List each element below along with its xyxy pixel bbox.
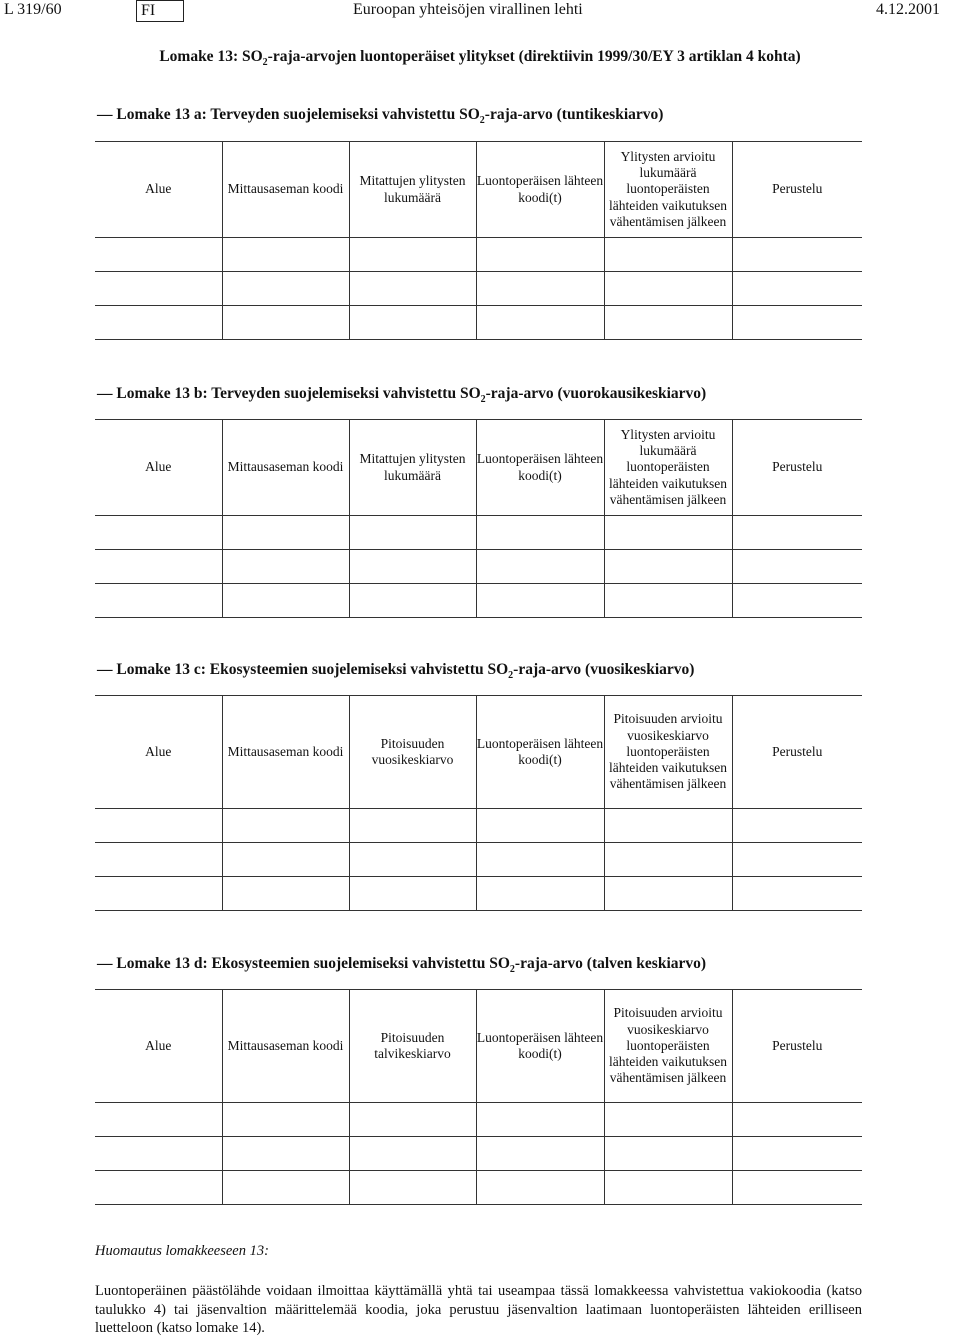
empty-cell[interactable] — [222, 1137, 349, 1171]
empty-cell[interactable] — [476, 843, 604, 877]
empty-cell[interactable] — [349, 238, 476, 272]
empty-cell[interactable] — [604, 306, 732, 340]
empty-cell[interactable] — [604, 238, 732, 272]
empty-cell[interactable] — [604, 877, 732, 911]
empty-cell[interactable] — [604, 584, 732, 618]
empty-cell[interactable] — [476, 550, 604, 584]
table-row — [95, 1171, 862, 1205]
table-row — [95, 272, 862, 306]
publication-date: 4.12.2001 — [876, 1, 940, 18]
empty-cell[interactable] — [222, 843, 349, 877]
empty-cell[interactable] — [476, 877, 604, 911]
table-row — [95, 238, 862, 272]
col-header: Mitattujen ylitysten lukumäärä — [349, 420, 476, 516]
empty-cell[interactable] — [349, 584, 476, 618]
language-code: FI — [136, 0, 184, 22]
note-heading: Huomautus lomakkeeseen 13: — [95, 1243, 269, 1259]
empty-cell[interactable] — [604, 1171, 732, 1205]
empty-cell[interactable] — [476, 809, 604, 843]
empty-cell[interactable] — [476, 238, 604, 272]
col-header: Perustelu — [732, 142, 862, 238]
empty-cell[interactable] — [222, 306, 349, 340]
empty-cell[interactable] — [222, 1103, 349, 1137]
col-header: Alue — [95, 696, 222, 809]
col-header: Mittausaseman koodi — [222, 696, 349, 809]
form-13c-table — [95, 695, 862, 911]
table-header-row — [95, 990, 862, 1103]
empty-cell[interactable] — [222, 809, 349, 843]
form-13d-title: — Lomake 13 d: Ekosysteemien suojelemiseksi vahvistettu $SO_2-raja$-arvo (talven keskiarvo) — [97, 955, 707, 976]
table-row — [95, 877, 862, 911]
form-13d-table — [95, 989, 862, 1205]
empty-cell[interactable] — [95, 238, 222, 272]
col-header: Pitoisuuden arvioitu vuosikeskiarvo luontoperäisten lähteiden vaikutuksen vähentämisen jälkeen — [604, 990, 732, 1103]
table-row — [95, 809, 862, 843]
empty-cell[interactable] — [95, 584, 222, 618]
col-header: Perustelu — [732, 696, 862, 809]
empty-cell[interactable] — [222, 877, 349, 911]
empty-cell[interactable] — [222, 1171, 349, 1205]
table-row — [95, 1103, 862, 1137]
empty-cell[interactable] — [732, 843, 862, 877]
empty-cell[interactable] — [476, 516, 604, 550]
empty-cell[interactable] — [349, 1171, 476, 1205]
col-header: Luontoperäisen lähteen koodi(t) — [476, 696, 604, 809]
empty-cell[interactable] — [349, 843, 476, 877]
empty-cell[interactable] — [604, 809, 732, 843]
col-header: Alue — [95, 142, 222, 238]
table-header-row — [95, 142, 862, 238]
col-header: Luontoperäisen lähteen koodi(t) — [476, 420, 604, 516]
col-header: Ylitysten arvioitu lukumäärä luontoperäisten lähteiden vaikutuksen vähentämisen jälkeen — [604, 420, 732, 516]
empty-cell[interactable] — [95, 843, 222, 877]
empty-cell[interactable] — [222, 516, 349, 550]
empty-cell[interactable] — [476, 1171, 604, 1205]
empty-cell[interactable] — [732, 584, 862, 618]
empty-cell[interactable] — [476, 306, 604, 340]
empty-cell[interactable] — [732, 1171, 862, 1205]
empty-cell[interactable] — [732, 272, 862, 306]
empty-cell[interactable] — [95, 877, 222, 911]
empty-cell[interactable] — [349, 306, 476, 340]
empty-cell[interactable] — [95, 1137, 222, 1171]
col-header: Alue — [95, 420, 222, 516]
table-row — [95, 550, 862, 584]
empty-cell[interactable] — [349, 809, 476, 843]
empty-cell[interactable] — [604, 1137, 732, 1171]
empty-cell[interactable] — [604, 1103, 732, 1137]
table-row — [95, 843, 862, 877]
empty-cell[interactable] — [732, 1137, 862, 1171]
empty-cell[interactable] — [222, 550, 349, 584]
main-title: Lomake 13: $SO_2-raja$-arvojen luontoperäiset ylitykset (direktiivin 1999/30/EY 3 artiklan 4 kohta) — [159, 48, 801, 69]
col-header: Perustelu — [732, 420, 862, 516]
col-header: Mittausaseman koodi — [222, 990, 349, 1103]
empty-cell[interactable] — [604, 843, 732, 877]
col-header: Pitoisuuden vuosikeskiarvo — [349, 696, 476, 809]
empty-cell[interactable] — [476, 1103, 604, 1137]
note-text: Luontoperäinen päästölähde voidaan ilmoittaa käyttämällä yhtä tai useampaa tässä lomakkeessa vahvistettua vakiokoodia (katso taulukko 4) tai jäsenvaltion määrittelemää koodia, joka perustuu jäsenvaltion laatimaan luontoperäisten lähteiden erilliseen luetteloon (katso lomake 14). — [95, 1283, 862, 1336]
col-header: Ylitysten arvioitu lukumäärä luontoperäisten lähteiden vaikutuksen vähentämisen jälkeen — [604, 142, 732, 238]
empty-cell[interactable] — [349, 877, 476, 911]
empty-cell[interactable] — [95, 1171, 222, 1205]
table-header-row — [95, 696, 862, 809]
form-13c-title: — Lomake 13 c: Ekosysteemien suojelemiseksi vahvistettu $SO_2-raja$-arvo (vuosikeskiarvo) — [97, 661, 695, 682]
empty-cell[interactable] — [732, 1103, 862, 1137]
col-header: Pitoisuuden talvikeskiarvo — [349, 990, 476, 1103]
table-header-row — [95, 420, 862, 516]
empty-cell[interactable] — [732, 516, 862, 550]
col-header: Mittausaseman koodi — [222, 142, 349, 238]
empty-cell[interactable] — [222, 238, 349, 272]
page-header — [0, 0, 960, 22]
empty-cell[interactable] — [95, 809, 222, 843]
empty-cell[interactable] — [732, 306, 862, 340]
col-header: Mittausaseman koodi — [222, 420, 349, 516]
empty-cell[interactable] — [349, 1137, 476, 1171]
empty-cell[interactable] — [222, 272, 349, 306]
empty-cell[interactable] — [604, 272, 732, 306]
form-13b-table — [95, 419, 862, 618]
empty-cell[interactable] — [95, 306, 222, 340]
empty-cell[interactable] — [476, 1137, 604, 1171]
page-number: L 319/60 — [4, 1, 62, 18]
empty-cell[interactable] — [222, 584, 349, 618]
empty-cell[interactable] — [476, 584, 604, 618]
col-header: Perustelu — [732, 990, 862, 1103]
table-row — [95, 516, 862, 550]
col-header: Alue — [95, 990, 222, 1103]
empty-cell[interactable] — [732, 809, 862, 843]
col-header: Luontoperäisen lähteen koodi(t) — [476, 990, 604, 1103]
empty-cell[interactable] — [95, 272, 222, 306]
empty-cell[interactable] — [476, 272, 604, 306]
form-13a-title: — Lomake 13 a: Terveyden suojelemiseksi vahvistettu $SO_2-raja$-arvo (tuntikeskiarvo) — [97, 106, 664, 127]
empty-cell[interactable] — [732, 550, 862, 584]
form-13a-table — [95, 141, 862, 340]
empty-cell[interactable] — [349, 272, 476, 306]
form-13b-title: — Lomake 13 b: Terveyden suojelemiseksi vahvistettu $SO_2-raja$-arvo (vuorokausikeskiarvo) — [97, 385, 707, 406]
table-row — [95, 306, 862, 340]
table-row — [95, 584, 862, 618]
empty-cell[interactable] — [732, 238, 862, 272]
col-header: Pitoisuuden arvioitu vuosikeskiarvo luontoperäisten lähteiden vaikutuksen vähentämisen jälkeen — [604, 696, 732, 809]
empty-cell[interactable] — [95, 516, 222, 550]
empty-cell[interactable] — [95, 1103, 222, 1137]
table-row — [95, 1137, 862, 1171]
col-header: Mitattujen ylitysten lukumäärä — [349, 142, 476, 238]
empty-cell[interactable] — [732, 877, 862, 911]
empty-cell[interactable] — [604, 516, 732, 550]
empty-cell[interactable] — [95, 550, 222, 584]
col-header: Luontoperäisen lähteen koodi(t) — [476, 142, 604, 238]
empty-cell[interactable] — [349, 516, 476, 550]
empty-cell[interactable] — [604, 550, 732, 584]
empty-cell[interactable] — [349, 550, 476, 584]
journal-name: Euroopan yhteisöjen virallinen lehti — [353, 1, 583, 18]
empty-cell[interactable] — [349, 1103, 476, 1137]
